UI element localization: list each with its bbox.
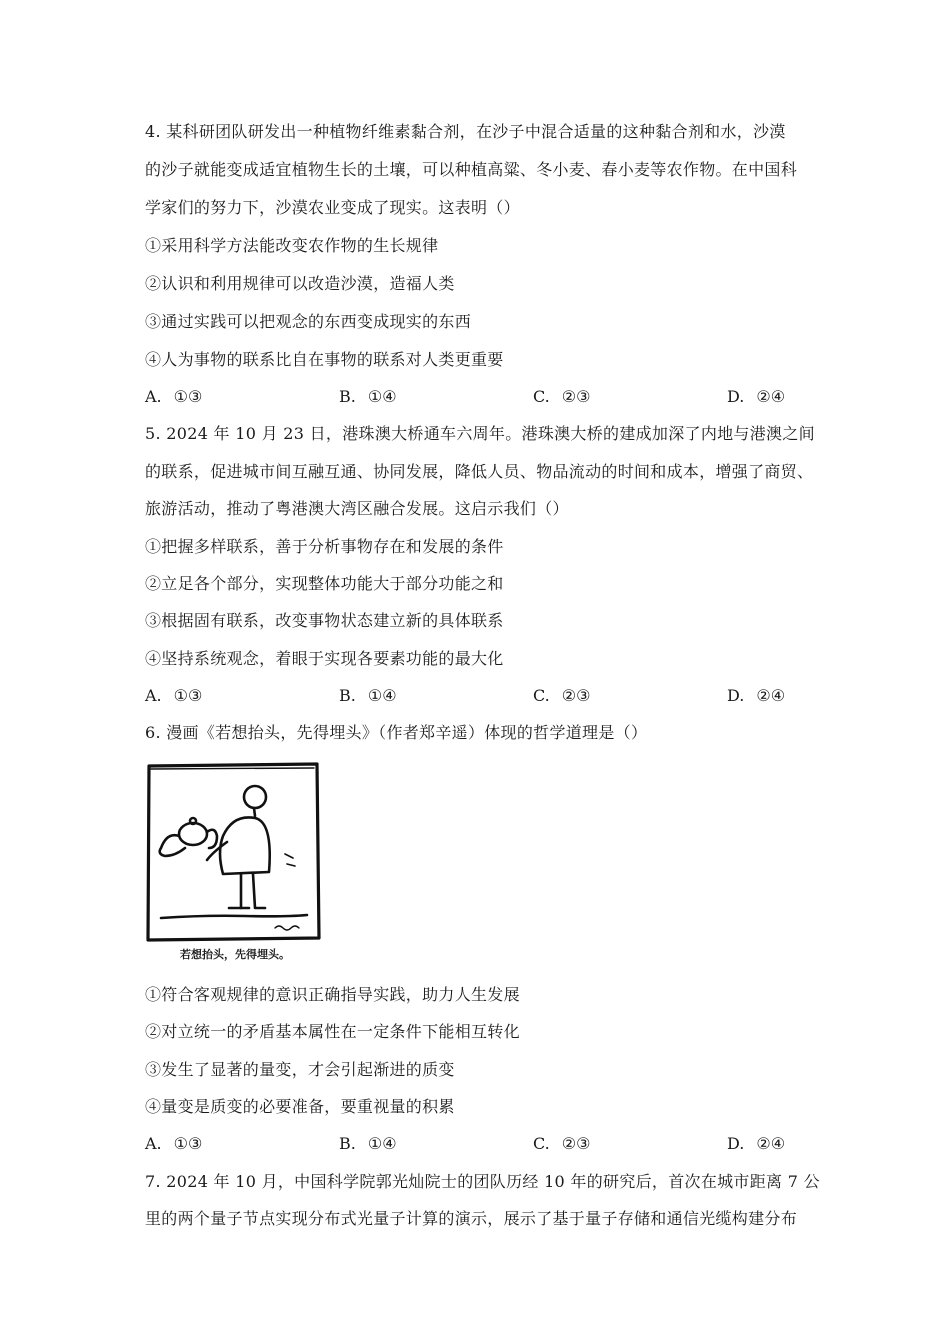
q5-option-d: D. ②④: [727, 686, 786, 705]
q5-option-b: B. ①④: [339, 686, 397, 705]
q4-option-b: B. ①④: [339, 387, 397, 406]
q4-item-3: ③通过实践可以把观念的东西变成现实的东西: [145, 312, 472, 331]
q4-stem-line: 4. 某科研团队研发出一种植物纤维素黏合剂，在沙子中混合适量的这种黏合剂和水，沙漠: [145, 122, 786, 141]
q6-item-4: ④量变是质变的必要准备，要重视量的积累: [145, 1097, 455, 1116]
q7-stem-line: 里的两个量子节点实现分布式光量子计算的演示，展示了基于量子存储和通信光缆构建分布: [145, 1209, 798, 1228]
q5-stem-line: 5. 2024 年 10 月 23 日，港珠澳大桥通车六周年。港珠澳大桥的建成加深了内地与港澳之间: [145, 424, 815, 443]
q6-stem-line: 6. 漫画《若想抬头，先得埋头》（作者郑辛遥）体现的哲学道理是（）: [145, 723, 648, 742]
q6-item-2: ②对立统一的矛盾基本属性在一定条件下能相互转化: [145, 1022, 520, 1041]
comic-illustration: [145, 762, 321, 962]
q5-option-c: C. ②③: [533, 686, 591, 705]
q5-stem-line: 旅游活动，推动了粤港澳大湾区融合发展。这启示我们（）: [145, 499, 569, 518]
q5-item-1: ①把握多样联系，善于分析事物存在和发展的条件: [145, 537, 504, 556]
q5-item-2: ②立足各个部分，实现整体功能大于部分功能之和: [145, 574, 504, 593]
comic-caption: 若想抬头，先得埋头。: [180, 948, 290, 961]
q4-stem-line: 学家们的努力下，沙漠农业变成了现实。这表明（）: [145, 198, 520, 217]
q6-item-3: ③发生了显著的量变，才会引起渐进的质变: [145, 1060, 455, 1079]
q6-option-a: A. ①③: [145, 1134, 203, 1153]
q5-item-3: ③根据固有联系，改变事物状态建立新的具体联系: [145, 611, 504, 630]
q5-option-a: A. ①③: [145, 686, 203, 705]
q6-option-d: D. ②④: [727, 1134, 786, 1153]
q4-item-4: ④人为事物的联系比自在事物的联系对人类更重要: [145, 350, 504, 369]
q5-stem-line: 的联系，促进城市间互融互通、协同发展，降低人员、物品流动的时间和成本，增强了商贸、: [145, 462, 814, 481]
q6-option-b: B. ①④: [339, 1134, 397, 1153]
q4-option-d: D. ②④: [727, 387, 786, 406]
q4-option-c: C. ②③: [533, 387, 591, 406]
q4-item-2: ②认识和利用规律可以改造沙漠，造福人类: [145, 274, 455, 293]
q7-stem-line: 7. 2024 年 10 月，中国科学院郭光灿院士的团队历经 10 年的研究后，首次在城市距离 7 公: [145, 1172, 820, 1191]
q4-option-a: A. ①③: [145, 387, 203, 406]
q6-option-c: C. ②③: [533, 1134, 591, 1153]
q5-item-4: ④坚持系统观念，着眼于实现各要素功能的最大化: [145, 649, 504, 668]
q4-stem-line: 的沙子就能变成适宜植物生长的土壤，可以种植高粱、冬小麦、春小麦等农作物。在中国科: [145, 160, 798, 179]
q4-item-1: ①采用科学方法能改变农作物的生长规律: [145, 236, 439, 255]
q6-item-1: ①符合客观规律的意识正确指导实践，助力人生发展: [145, 985, 520, 1004]
